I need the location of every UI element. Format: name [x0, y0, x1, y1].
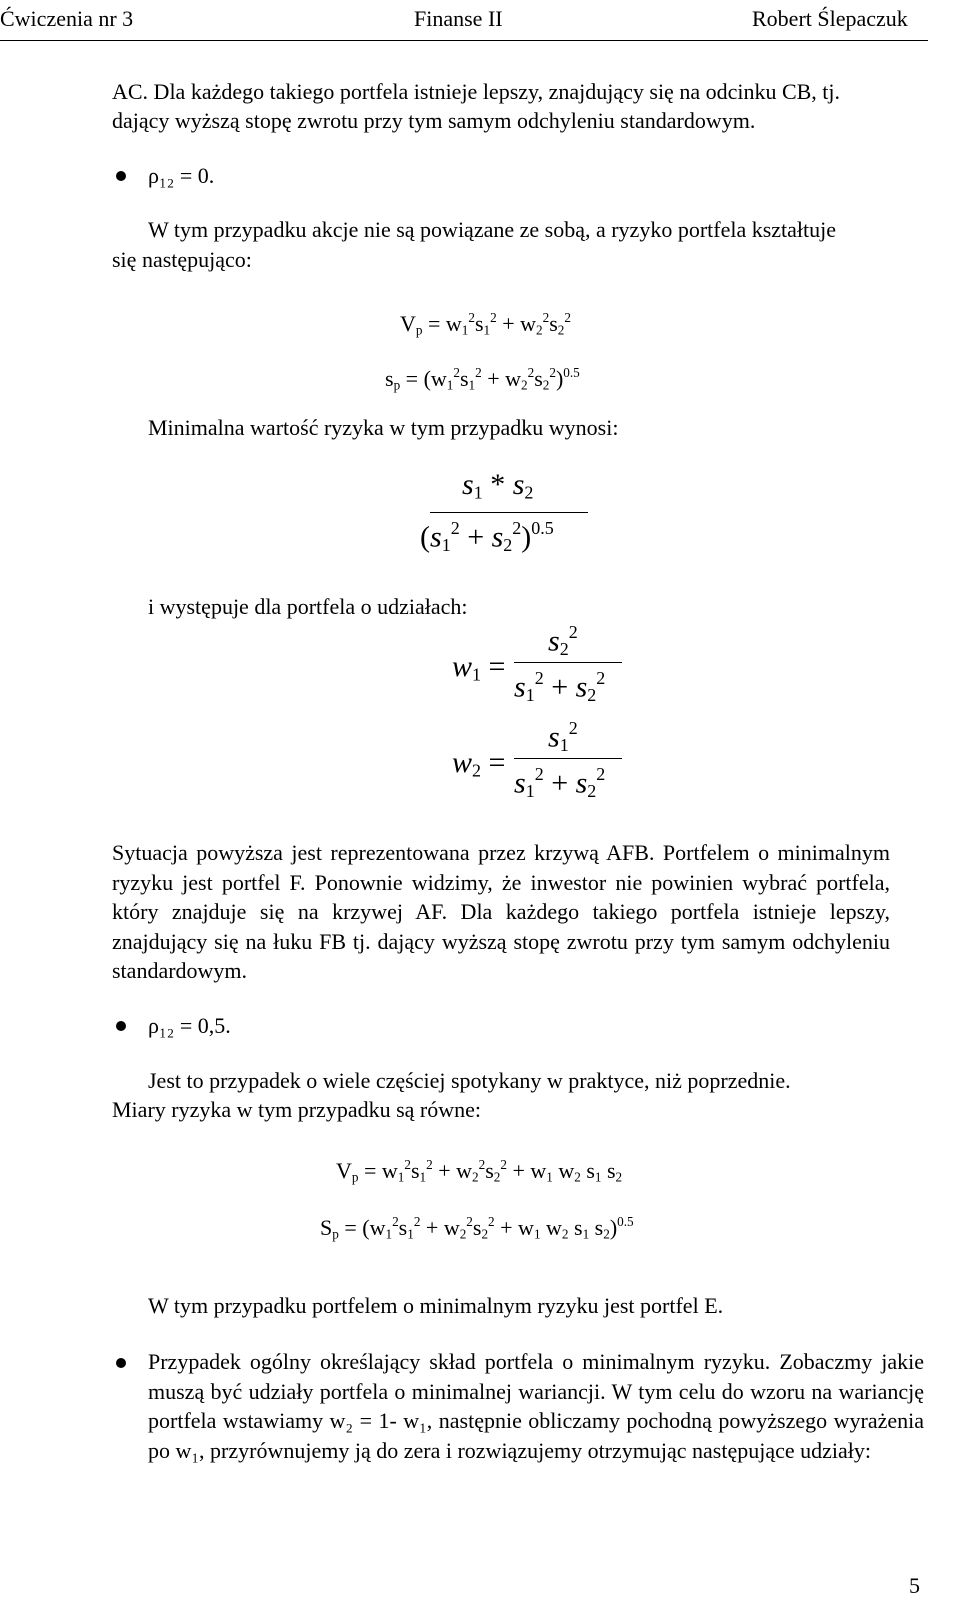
page-number: 5 — [909, 1573, 920, 1598]
equation-std-dev-half: $S_p = (w_1^2s_1^2 + w_2^2s_2^2 + w_1$ $w_2$ $s_1$ $s_2)^{0.5}$ — [320, 1214, 634, 1242]
summary-paragraph: Sytuacja powyższa jest reprezentowana przez krzywą AFB. Portfelem o minimalnym ryzyku jest portfel F. Ponownie widzimy, że inwestor nie powinien wybrać portfela, który znajduje się na krzywej AF. Dla każdego takiego portfela istnieje lepszy, znajdujący się na łuku FB tj. dający wyższą stopę zwrotu przy tym samym odchyleniu standardowym. — [112, 840, 890, 983]
bullet-icon — [116, 1358, 126, 1368]
bullet-rho-zero: ρ₁₂ = 0. — [148, 163, 215, 188]
case-half-paragraph-line-1: Jest to przypadek o wiele częściej spotykany w praktyce, niż poprzednie. — [148, 1068, 791, 1093]
header-author: Robert Ślepaczuk — [752, 6, 908, 31]
equation-weight-1: $w_1$ = $s_2^2$ $s_1^2 + s_2^2$ — [452, 622, 632, 722]
general-case-paragraph: Przypadek ogólny określający skład portfela o minimalnym ryzyku. Zobaczmy jakie muszą być udziały portfela o minimalnej wariancji. W tym celu do wzoru na wariancję portfela wstawiamy w₂ = 1- w₁, następnie obliczamy pochodną powyższego wyrażenia po w₁, przyrównujemy ją do zera i rozwiązujemy otrzymując następujące udziały: — [148, 1349, 924, 1463]
case-zero-paragraph-line-1: W tym przypadku akcje nie są powiązane ze sobą, a ryzyko portfela kształtuje — [148, 217, 837, 242]
case-half-paragraph-line-2: Miary ryzyka w tym przypadku są równe: — [112, 1097, 482, 1122]
continuation-line-1: AC. Dla każdego takiego portfela istnieje lepszy, znajdujący się na odcinku CB, tj. — [112, 79, 841, 104]
header-subject: Finanse II — [414, 6, 503, 31]
case-zero-paragraph-line-2: się następująco: — [112, 247, 252, 272]
bullet-rho-half: ρ₁₂ = 0,5. — [148, 1013, 231, 1038]
header-rule — [0, 40, 928, 41]
weights-text: i występuje dla portfela o udziałach: — [148, 594, 468, 619]
equation-weight-2: $w_2$ = $s_1^2$ $s_1^2 + s_2^2$ — [452, 718, 632, 818]
equation-variance-half: $V_p = w_1^2s_1^2 + w_2^2s_2^2 + w_1$ $w_2$ $s_1$ $s_2$ — [336, 1157, 623, 1185]
equation-variance: $V_p = w_1^2s_1^2 + w_2^2s_2^2$ — [400, 310, 571, 338]
case-half-conclusion: W tym przypadku portfelem o minimalnym ryzyku jest portfel E. — [148, 1293, 724, 1318]
continuation-line-2: dający wyższą stopę zwrotu przy tym samym odchyleniu standardowym. — [112, 108, 756, 133]
min-risk-text: Minimalna wartość ryzyka w tym przypadku wynosi: — [148, 415, 619, 440]
header-course: Ćwiczenia nr 3 — [0, 6, 134, 31]
equation-std-dev: $s_p = (w_1^2s_1^2 + w_2^2s_2^2)^{0.5}$ — [385, 365, 580, 393]
bullet-icon — [116, 1021, 126, 1031]
bullet-icon — [116, 171, 126, 181]
fraction-min-risk: $s_1 * s_2$ $(s_1^2 + s_2^2)^{0.5}$ — [420, 468, 580, 558]
